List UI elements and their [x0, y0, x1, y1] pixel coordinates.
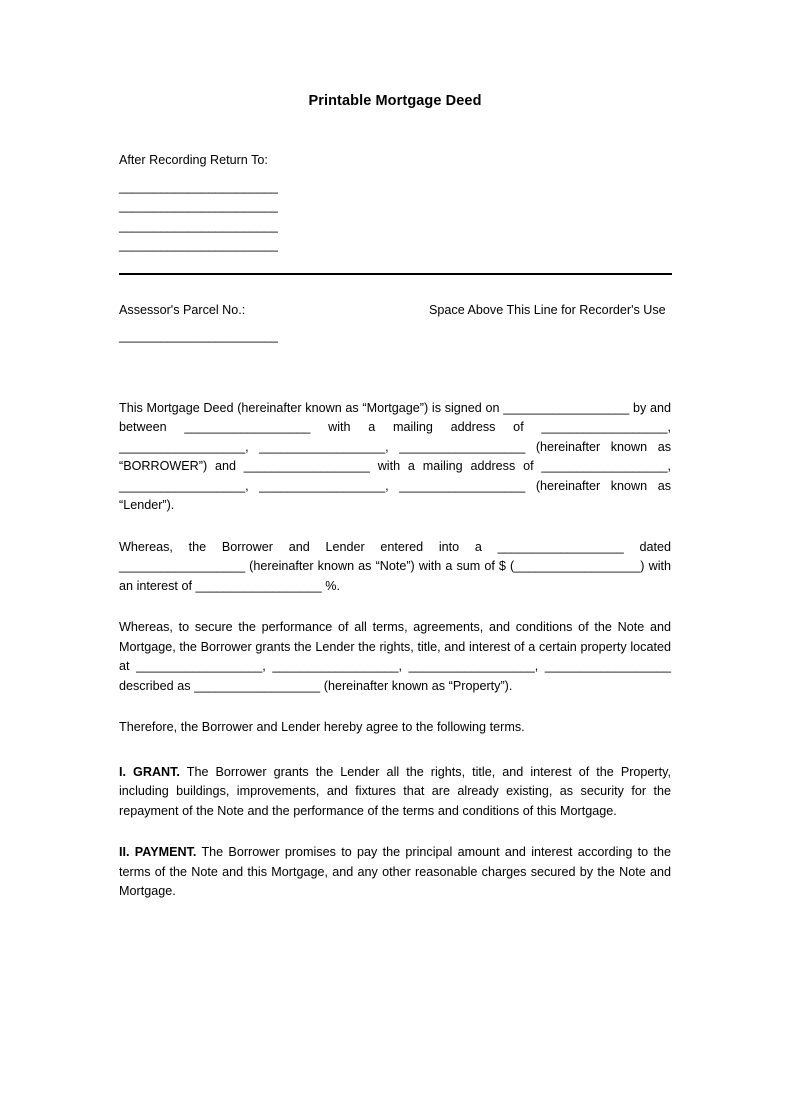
blank-fill-line[interactable]: _______________________	[119, 199, 278, 213]
blank-fill-line[interactable]: _______________________	[119, 238, 278, 252]
parcel-number-blank-field[interactable]: _______________________	[119, 329, 278, 343]
after-recording-return-to-label: After Recording Return To:	[119, 153, 268, 167]
document-body	[119, 347, 671, 902]
document-content-column	[119, 0, 671, 902]
recorder-info-row	[119, 283, 671, 347]
paragraph-whereas-note: Whereas, the Borrower and Lender entered into a __________________ dated __________________ (hereinafter known as “Note”) with a sum of $ (__________________) with an interest of __________________ %.	[119, 539, 671, 593]
paragraph-whereas-property: Whereas, to secure the performance of all terms, agreements, and conditions of the Note and Mortgage, the Borrower grants the Lender the rights, title, and interest of a certain property located at __________________, __________________, __________________, __________________ described as __________________ (hereinafter known as “Property”).	[119, 620, 671, 693]
section-payment	[119, 843, 671, 902]
return-address-blank-lines	[119, 171, 671, 256]
section-payment-text: The Borrower promises to pay the principal amount and interest according to the terms of the Note and this Mortgage, and any other reasonable charges secured by the Note and Mortgage.	[119, 845, 671, 898]
recorder-use-note: Space Above This Line for Recorder's Use	[429, 302, 666, 317]
paragraph-therefore: Therefore, the Borrower and Lender hereby agree to the following terms.	[119, 720, 525, 734]
section-grant-heading: I. GRANT.	[119, 764, 180, 779]
section-grant-text: The Borrower grants the Lender all the rights, title, and interest of the Property, including buildings, improvements, and fixtures that are already existing, as security for the repayment of the Note and the performance of the terms and conditions of this Mortgage.	[119, 764, 671, 818]
section-payment-heading: II. PAYMENT.	[119, 845, 197, 859]
paragraph-parties: This Mortgage Deed (hereinafter known as “Mortgage”) is signed on __________________ by and between __________________ with a mailing address of __________________, __________________, __________________, __________________ (hereinafter known as “BORROWER”) and __________________ with a mailing address of __________________, __________________, __________________, __________________ (hereinafter known as “Lender”).	[119, 400, 671, 512]
blank-fill-line[interactable]: _______________________	[119, 218, 278, 233]
assessors-parcel-no-label: Assessor's Parcel No.:	[119, 302, 246, 317]
parcel-number-block	[119, 301, 429, 347]
horizontal-divider-rule	[119, 273, 672, 275]
section-grant	[119, 763, 671, 822]
blank-fill-line[interactable]: _______________________	[119, 179, 278, 194]
page-title: Printable Mortgage Deed	[308, 93, 482, 109]
